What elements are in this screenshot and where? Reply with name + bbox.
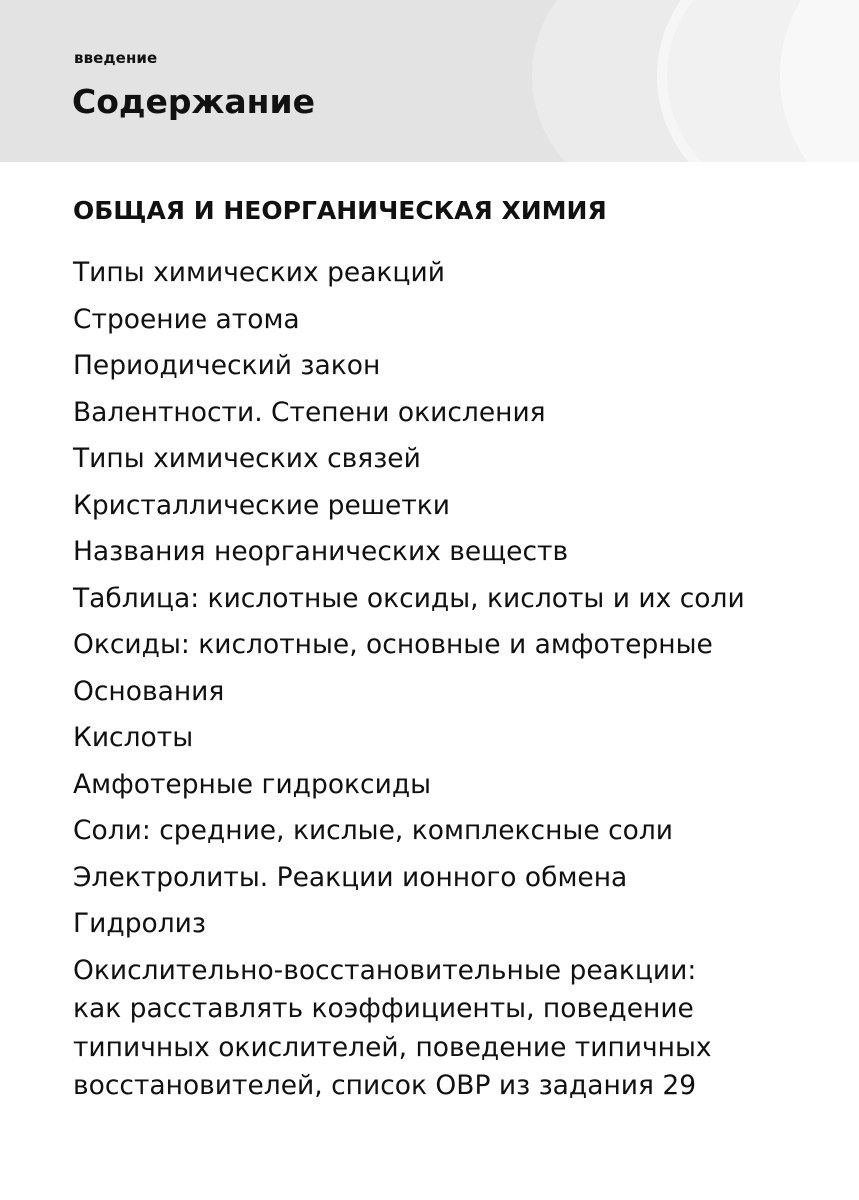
toc-item-electrolytes[interactable]: Электролиты. Реакции ионного обмена bbox=[73, 861, 628, 893]
toc-item-reaction-types[interactable]: Типы химических реакций bbox=[73, 257, 445, 288]
toc-item-chemical-bonds[interactable]: Типы химических связей bbox=[73, 443, 421, 474]
toc-item-redox-line: как расставлять коэффициенты, поведение bbox=[73, 993, 694, 1024]
toc-item-amphoteric-hydroxides[interactable]: Амфотерные гидроксиды bbox=[73, 768, 432, 800]
toc-item-salts[interactable]: Соли: средние, кислые, комплексные соли bbox=[73, 815, 674, 846]
toc-item-redox-reactions[interactable] bbox=[73, 948, 833, 1106]
toc-item-atom-structure[interactable]: Строение атома bbox=[73, 303, 300, 335]
toc-item-redox-line: восстановителей, список ОВР из задания 29 bbox=[73, 1070, 697, 1101]
toc-item-acids[interactable]: Кислоты bbox=[73, 722, 194, 753]
section-label: введение bbox=[74, 49, 158, 67]
chapter-title: ОБЩАЯ И НЕОРГАНИЧЕСКАЯ ХИМИЯ bbox=[73, 196, 607, 225]
toc-item-hydrolysis[interactable]: Гидролиз bbox=[73, 908, 206, 939]
toc-item-oxides-acids-table[interactable]: Таблица: кислотные оксиды, кислоты и их соли bbox=[73, 582, 745, 614]
toc-item-periodic-law[interactable]: Периодический закон bbox=[73, 350, 381, 381]
toc-item-crystal-lattices[interactable]: Кристаллические решетки bbox=[73, 489, 451, 521]
toc-item-bases[interactable]: Основания bbox=[73, 675, 225, 707]
toc-item-redox-line: типичных окислителей, поведение типичных bbox=[73, 1031, 712, 1063]
table-of-contents bbox=[73, 250, 833, 1106]
toc-item-inorganic-names[interactable]: Названия неорганических веществ bbox=[73, 536, 569, 567]
toc-item-valence[interactable]: Валентности. Степени окисления bbox=[73, 396, 546, 428]
page-header bbox=[0, 0, 859, 162]
toc-item-redox-line: Окислительно-восстановительные реакции: bbox=[73, 954, 697, 986]
toc-item-oxides[interactable]: Оксиды: кислотные, основные и амфотерные bbox=[73, 629, 713, 660]
page-title: Содержание bbox=[72, 82, 315, 121]
